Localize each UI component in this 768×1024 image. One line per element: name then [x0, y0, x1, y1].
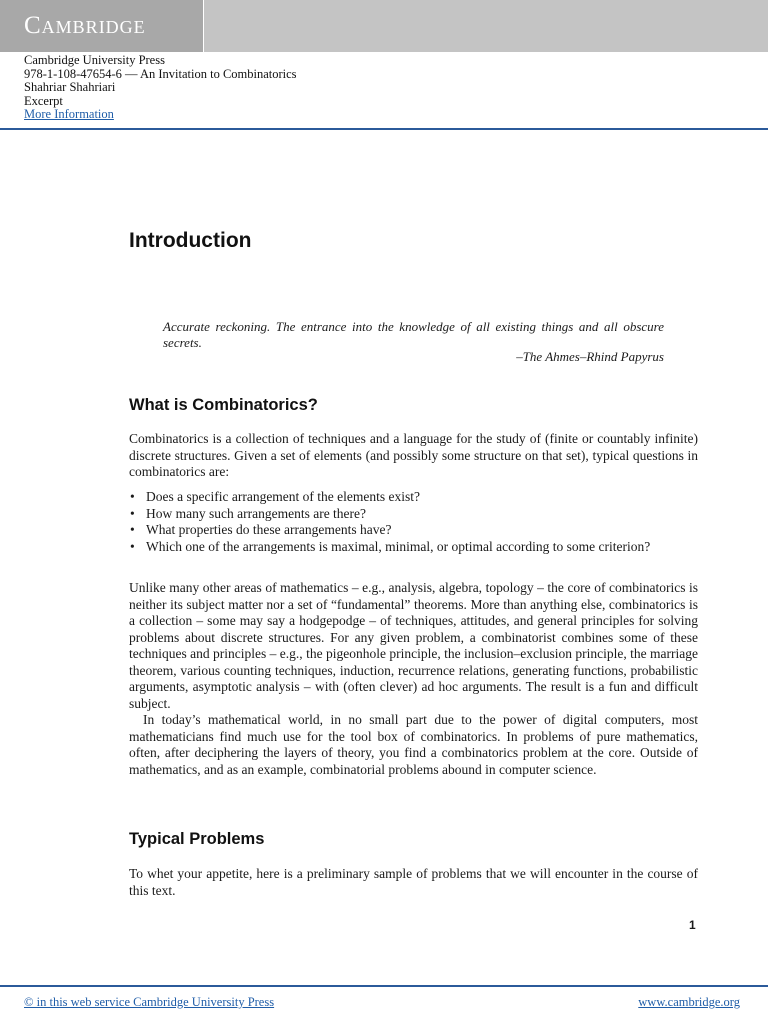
paragraph-whet-appetite: To whet your appetite, here is a preliminary sample of problems that we will encounter in the course of this text. [129, 866, 698, 898]
list-item: • How many such arrangements are there? [129, 506, 698, 523]
chapter-title: Introduction [129, 229, 252, 252]
footer-divider [0, 985, 768, 987]
excerpt-line: Excerpt [24, 93, 63, 108]
section-heading-typical-problems: Typical Problems [129, 830, 265, 848]
author-line: Shahriar Shahriari [24, 80, 116, 94]
book-metadata [24, 54, 297, 122]
isbn-title-line: 978-1-108-47654-6 — An Invitation to Combinatorics [24, 66, 297, 81]
section-heading-what-is-combinatorics: What is Combinatorics? [129, 396, 318, 414]
header-divider [0, 128, 768, 130]
footer-copyright [24, 995, 274, 1010]
list-item: • What properties do these arrangements have? [129, 522, 698, 539]
section1-body [129, 580, 698, 778]
paragraph-todays-world: In today’s mathematical world, in no small part due to the power of digital computers, most mathematicians find much use for the tool box of combinatorics. In problems of pure mathematics, often, after deciphering the layers of theory, you find a combinatorics problem at the core. Outside of mathematics, and as an example, combinatorial problems abound in computer science. [129, 712, 698, 777]
more-information-link[interactable]: More Information [24, 107, 114, 121]
page-number: 1 [689, 918, 696, 932]
typical-questions-list [129, 489, 698, 555]
epigraph-quote: Accurate reckoning. The entrance into the knowledge of all existing things and all obscure secrets. [163, 319, 664, 350]
brand-wordmark: Cambridge [24, 12, 146, 39]
section2-body [129, 866, 698, 899]
list-item: • Does a specific arrangement of the elements exist? [129, 489, 698, 506]
epigraph-source: –The Ahmes–Rhind Papyrus [516, 349, 664, 364]
list-item: • Which one of the arrangements is maximal, minimal, or optimal according to some criterion? [129, 539, 698, 556]
copyright-link[interactable]: © in this web service Cambridge University Press [24, 995, 275, 1009]
cambridge-site-link[interactable]: www.cambridge.org [638, 995, 740, 1009]
footer-site [638, 995, 740, 1010]
cambridge-logo [0, 0, 204, 52]
publisher-line: Cambridge University Press [24, 53, 165, 67]
top-banner [0, 0, 768, 52]
intro-text: Combinatorics is a collection of techniques and a language for the study of (finite or countably infinite) discrete structures. Given a set of elements (and possibly some structure on that set), typical questions in combinatorics are: [129, 431, 698, 479]
section1-intro-paragraph [129, 431, 698, 481]
paragraph-core-of-combinatorics: Unlike many other areas of mathematics – e.g., analysis, algebra, topology – the core of combinatorics is neither its subject matter nor a set of “fundamental” theorems. More than anything else, combinatorics is a collection – some may say a hodgepodge – of techniques, attitudes, and general principles for solving problems about discrete structures. For any given problem, a combinatorist combines some of these techniques and principles – e.g., the pigeonhole principle, the inclusion–exclusion principle, the marriage theorem, various counting techniques, induction, recurrence relations, generating functions, probabilistic arguments, asymptotic analysis – with (often clever) ad hoc arguments. The result is a fun and difficult subject. [129, 580, 698, 711]
